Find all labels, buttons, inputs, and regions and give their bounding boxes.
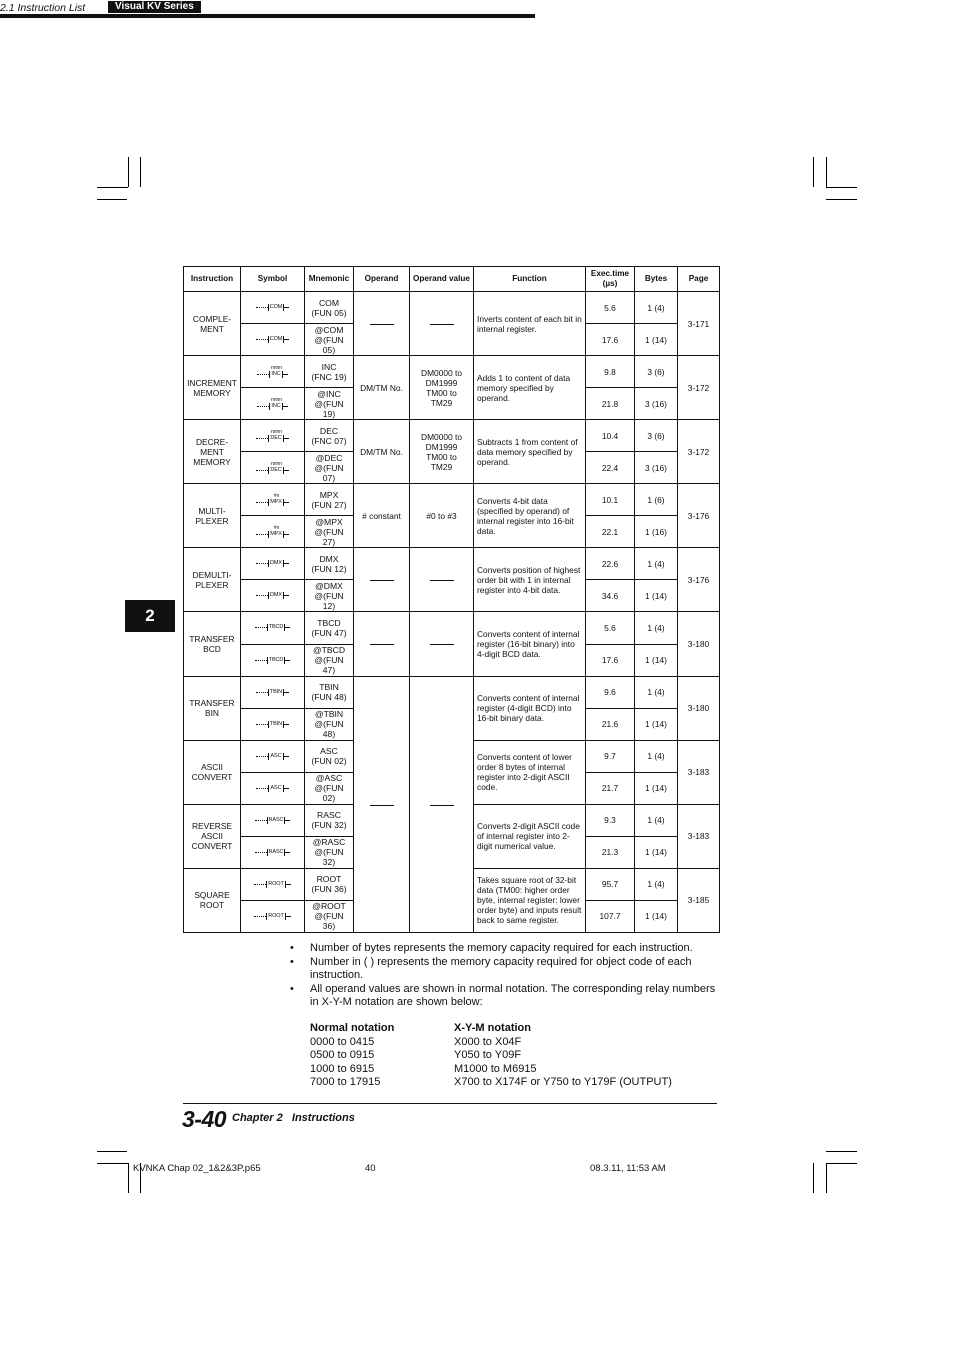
bytes: 3 (6) [635,356,678,388]
crop-mark [140,157,141,187]
crop-mark [97,1163,128,1164]
page-ref: 3-180 [678,676,720,740]
mnemonic: TBCD (FUN 47) [305,612,354,644]
exec-time: 22.4 [586,452,635,484]
bytes: 3 (6) [635,420,678,452]
bytes: 1 (14) [635,580,678,612]
table-row [184,420,720,452]
bytes: 1 (4) [635,868,678,900]
section-title: 2.1 Instruction List [0,2,86,14]
crop-mark [97,199,127,200]
page-ref: 3-172 [678,356,720,420]
crop-mark [826,187,857,188]
operand-value [410,548,474,612]
ladder-symbol [241,676,305,708]
bytes: 1 (4) [635,292,678,324]
crop-mark [813,157,814,187]
none-dash [370,805,394,806]
exec-time: 21.7 [586,772,635,804]
bytes: 1 (4) [635,548,678,580]
ladder-symbol [241,804,305,836]
operand: DM/TM No. [354,420,410,484]
notation-table [310,1022,730,1090]
bytes: 1 (14) [635,324,678,356]
operand [354,292,410,356]
note-text: Number in ( ) represents the memory capacity required for object code of each instruction. [310,955,692,982]
symbol-label: COM [269,336,283,343]
exec-time: 22.6 [586,548,635,580]
symbol-label: ASC [270,784,282,791]
ladder-coil-icon [254,881,291,888]
table-row [184,356,720,388]
table-body [184,292,720,933]
exec-time: 107.7 [586,900,635,932]
print-file-name: KVNKA Chap 02_1&2&3P.p65 [133,1163,261,1174]
operand [354,676,410,932]
none-dash [370,580,394,581]
crop-mark [826,157,827,187]
exec-time: 9.7 [586,740,635,772]
operand-value: #0 to #3 [410,484,474,548]
symbol-operand: nnnn [270,428,283,435]
ladder-coil-icon [256,592,289,599]
mnemonic: DEC (FNC 07) [305,420,354,452]
none-dash [370,644,394,645]
mnemonic: @INC @(FUN 19) [305,388,354,420]
ladder-symbol [241,548,305,580]
instruction-name: TRANSFER BCD [184,612,241,676]
ladder-coil-icon [256,304,290,311]
notation-normal: 0000 to 0415 [310,1035,375,1048]
bytes: 1 (14) [635,836,678,868]
symbol-operand: #n [273,492,280,499]
exec-time: 22.1 [586,516,635,548]
ladder-coil-icon [255,657,291,664]
symbol-label: ROOT [268,912,284,919]
instruction-name: REVERSE ASCII CONVERT [184,804,241,868]
ladder-coil-icon [256,531,289,538]
symbol-label: RASC [268,848,284,855]
notation-row [310,1076,730,1090]
crop-mark [97,187,128,188]
symbol-label: DEC [270,434,282,441]
mnemonic: INC (FNC 19) [305,356,354,388]
bytes: 1 (4) [635,740,678,772]
ladder-coil-icon [256,336,290,343]
function-description: Converts content of internal register (16-bit binary) into 4-digit BCD data. [474,612,586,676]
exec-time: 21.8 [586,388,635,420]
notes-list [290,942,720,1010]
symbol-label: MPX [270,498,282,505]
operand: # constant [354,484,410,548]
crop-mark [128,1163,129,1193]
col-exec-time: Exec.time (µs) [586,267,635,292]
ladder-symbol [241,420,305,452]
mnemonic: @RASC @(FUN 32) [305,836,354,868]
ladder-symbol [241,612,305,644]
page-ref: 3-183 [678,804,720,868]
bullet-icon: • [290,982,294,995]
symbol-label: TBIN [269,720,283,727]
ladder-coil-icon [256,560,289,567]
notation-header [310,1022,730,1036]
page-ref: 3-185 [678,868,720,932]
exec-time: 9.8 [586,356,635,388]
function-description: Converts content of internal register (4-digit BCD) into 16-bit binary data. [474,676,586,740]
symbol-label: MPX [270,530,282,537]
table-row [184,548,720,580]
notation-head-normal: Normal notation [310,1022,395,1034]
note-text: Number of bytes represents the memory capacity required for each instruction. [310,942,693,954]
instruction-name: TRANSFER BIN [184,676,241,740]
symbol-label: COM [269,304,283,311]
bullet-icon: • [290,942,294,954]
mnemonic: ROOT (FUN 36) [305,868,354,900]
col-function: Function [474,267,586,292]
col-mnemonic: Mnemonic [305,267,354,292]
symbol-operand: nnnn [270,364,283,371]
exec-time: 5.6 [586,612,635,644]
crop-mark [826,1163,857,1164]
ladder-coil-icon [255,817,291,824]
symbol-operand: nnnn [270,396,283,403]
none-dash [370,324,394,325]
mnemonic: @TBCD @(FUN 47) [305,644,354,676]
mnemonic: DMX (FUN 12) [305,548,354,580]
ladder-coil-icon [256,499,289,506]
instruction-table [183,266,720,933]
print-page-number: 40 [365,1163,376,1174]
ladder-symbol [241,772,305,804]
page-ref: 3-183 [678,740,720,804]
symbol-label: TBIN [269,688,283,695]
ladder-symbol [241,388,305,420]
notation-row [310,1049,730,1063]
instruction-name: DEMULTI- PLEXER [184,548,241,612]
bytes: 1 (16) [635,516,678,548]
footer-rule [183,1103,717,1104]
mnemonic: @ASC @(FUN 02) [305,772,354,804]
note-text: All operand values are shown in normal notation. The corresponding relay numbers in X-Y-M notation are shown below: [310,982,716,1009]
exec-time: 5.6 [586,292,635,324]
ladder-symbol [241,708,305,740]
ladder-coil-icon [257,371,287,378]
table-row [184,292,720,324]
notation-normal: 7000 to 17915 [310,1076,381,1089]
page-number: 3-40 [182,1106,227,1132]
symbol-label: DMX [270,560,282,567]
table-row [184,484,720,516]
chapter-tab: 2 [125,600,175,632]
col-operand: Operand [354,267,410,292]
mnemonic: @COM @(FUN 05) [305,324,354,356]
note-item [290,942,720,956]
function-description: Adds 1 to content of data memory specified by operand. [474,356,586,420]
none-dash [430,324,454,325]
mnemonic: @MPX @(FUN 27) [305,516,354,548]
bytes: 1 (4) [635,612,678,644]
table-header-row [184,267,720,292]
none-dash [430,644,454,645]
col-symbol: Symbol [241,267,305,292]
instruction-name: DECRE- MENT MEMORY [184,420,241,484]
mnemonic: RASC (FUN 32) [305,804,354,836]
ladder-coil-icon [256,435,288,442]
notation-xym: Y050 to Y09F [454,1049,522,1062]
none-dash [430,580,454,581]
function-description: Converts 2-digit ASCII code of internal register into 2-digit numerical value. [474,804,586,868]
mnemonic: @TBIN @(FUN 48) [305,708,354,740]
function-description: Converts position of highest order bit with 1 in internal register into 4-bit data. [474,548,586,612]
crop-mark [813,1163,814,1193]
bytes: 1 (14) [635,644,678,676]
table-row [184,676,720,708]
exec-time: 9.3 [586,804,635,836]
operand-value [410,292,474,356]
ladder-symbol [241,324,305,356]
notation-xym: X700 to X174F or Y750 to Y179F (OUTPUT) [454,1076,672,1089]
instruction-name: SQUARE ROOT [184,868,241,932]
col-page: Page [678,267,720,292]
series-tag: Visual KV Series [108,1,201,13]
note-item [290,956,720,983]
ladder-coil-icon [255,849,291,856]
page-ref: 3-180 [678,612,720,676]
exec-time: 21.6 [586,708,635,740]
notation-row [310,1036,730,1050]
crop-mark [128,157,129,187]
exec-time: 17.6 [586,324,635,356]
symbol-label: TBCD [268,656,284,663]
page-ref: 3-176 [678,484,720,548]
col-bytes: Bytes [635,267,678,292]
ladder-coil-icon [256,753,288,760]
table-row [184,612,720,644]
ladder-symbol [241,836,305,868]
notation-normal: 0500 to 0915 [310,1049,375,1062]
function-description: Inverts content of each bit in internal register. [474,292,586,356]
exec-time: 95.7 [586,868,635,900]
instruction-name: MULTI- PLEXER [184,484,241,548]
bytes: 1 (6) [635,484,678,516]
crop-mark [826,199,857,200]
exec-time: 34.6 [586,580,635,612]
function-description: Converts 4-bit data (specified by operand) of internal register into 16-bit data. [474,484,586,548]
ladder-coil-icon [256,689,289,696]
bytes: 1 (14) [635,772,678,804]
instruction-name: COMPLE- MENT [184,292,241,356]
instruction-name: INCREMENT MEMORY [184,356,241,420]
bytes: 1 (14) [635,708,678,740]
mnemonic: TBIN (FUN 48) [305,676,354,708]
mnemonic: @DMX @(FUN 12) [305,580,354,612]
function-description: Takes square root of 32-bit data (TM00: higher order byte, internal register: lower order byte) and inputs result back to same register. [474,868,586,932]
bytes: 3 (16) [635,388,678,420]
operand-value: DM0000 to DM1999 TM00 to TM29 [410,356,474,420]
symbol-operand: nnnn [270,460,283,467]
crop-mark [97,1151,127,1152]
print-date: 08.3.11, 11:53 AM [590,1163,666,1174]
exec-time: 17.6 [586,644,635,676]
crop-mark [826,1163,827,1193]
ladder-symbol [241,516,305,548]
ladder-coil-icon [254,913,291,920]
ladder-symbol [241,868,305,900]
exec-time: 10.4 [586,420,635,452]
bytes: 1 (14) [635,900,678,932]
crop-mark [826,1151,857,1152]
bytes: 3 (16) [635,452,678,484]
ladder-symbol [241,644,305,676]
ladder-symbol [241,580,305,612]
page-ref: 3-171 [678,292,720,356]
ladder-symbol [241,740,305,772]
ladder-coil-icon [257,403,287,410]
mnemonic: COM (FUN 05) [305,292,354,324]
symbol-label: DEC [270,466,282,473]
ladder-symbol [241,292,305,324]
bytes: 1 (4) [635,804,678,836]
ladder-coil-icon [256,785,288,792]
col-operand-value: Operand value [410,267,474,292]
exec-time: 9.6 [586,676,635,708]
ladder-coil-icon [256,467,288,474]
symbol-operand: #n [273,524,280,531]
page-ref: 3-176 [678,548,720,612]
notation-xym: X000 to X04F [454,1035,522,1048]
function-description: Converts content of lower order 8 bytes of internal register into 2-digit ASCII code. [474,740,586,804]
chapter-label: Chapter 2 Instructions [232,1112,355,1124]
page-ref: 3-172 [678,420,720,484]
notation-normal: 1000 to 6915 [310,1062,375,1075]
symbol-label: TBCD [268,624,284,631]
ladder-symbol [241,356,305,388]
bullet-icon: • [290,955,294,968]
notation-xym: M1000 to M6915 [454,1062,537,1075]
operand-value: DM0000 to DM1999 TM00 to TM29 [410,420,474,484]
note-item [290,983,720,1010]
operand-value [410,612,474,676]
header-rule [0,14,535,18]
symbol-label: ROOT [268,880,284,887]
none-dash [430,805,454,806]
notation-head-xym: X-Y-M notation [454,1022,531,1034]
ladder-coil-icon [255,624,291,631]
instruction-name: ASCII CONVERT [184,740,241,804]
page-header [0,0,535,20]
mnemonic: @ROOT @(FUN 36) [305,900,354,932]
operand [354,612,410,676]
mnemonic: ASC (FUN 02) [305,740,354,772]
symbol-label: INC [271,402,281,409]
notation-row [310,1063,730,1077]
operand-value [410,676,474,932]
exec-time: 21.3 [586,836,635,868]
mnemonic: @DEC @(FUN 07) [305,452,354,484]
ladder-coil-icon [256,721,289,728]
exec-time: 10.1 [586,484,635,516]
function-description: Subtracts 1 from content of data memory specified by operand. [474,420,586,484]
bytes: 1 (4) [635,676,678,708]
col-instruction: Instruction [184,267,241,292]
operand: DM/TM No. [354,356,410,420]
operand [354,548,410,612]
symbol-label: RASC [268,816,284,823]
ladder-symbol [241,484,305,516]
symbol-label: INC [271,370,281,377]
symbol-label: DMX [270,592,282,599]
mnemonic: MPX (FUN 27) [305,484,354,516]
ladder-symbol [241,452,305,484]
symbol-label: ASC [270,752,282,759]
ladder-symbol [241,900,305,932]
